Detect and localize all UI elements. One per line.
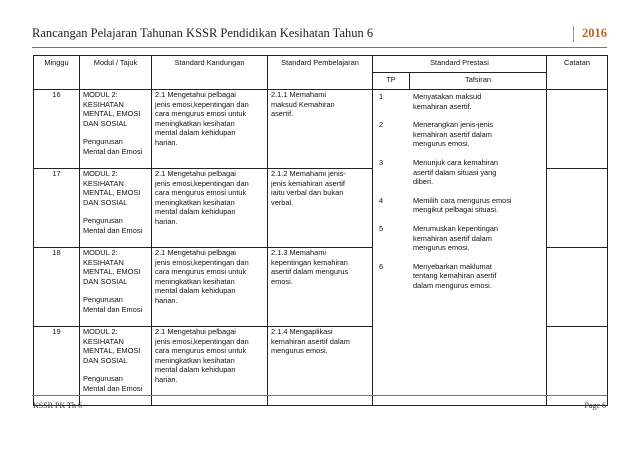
modul-line: MENTAL, EMOSI <box>83 188 141 198</box>
kandungan-line: harian. <box>155 216 178 226</box>
cell-modul <box>80 169 152 248</box>
cell-standard-prestasi <box>373 90 547 406</box>
cell-minggu: 18 <box>34 248 80 327</box>
page-number: Page 6 <box>584 401 606 410</box>
kandungan-line: mental dalam kehidupan <box>155 128 236 138</box>
kandungan-line: mental dalam kehidupan <box>155 365 236 375</box>
tajuk-line: Mental dan Emosi <box>83 225 143 235</box>
tafsiran-line: Merumuskan kepentingan <box>413 223 499 233</box>
kandungan-line: harian. <box>155 295 178 305</box>
kandungan-line: meningkatkan kesihatan <box>155 197 235 207</box>
spacer <box>83 286 148 295</box>
header-divider <box>32 47 607 48</box>
kandungan-line: 2.1 Mengetahui pelbagai <box>155 169 236 178</box>
cell-kandungan <box>152 248 268 327</box>
pembelajaran-line: 2.1.3 Memahami <box>271 248 327 257</box>
tafsiran-line: dalam mengurus emosi. <box>413 280 492 290</box>
kandungan-line: jenis emosi,kepentingan dan <box>155 257 249 267</box>
cell-minggu: 16 <box>34 90 80 169</box>
pembelajaran-line: asertif. <box>271 109 294 119</box>
tafsiran-text <box>413 158 543 187</box>
spacer <box>83 207 148 216</box>
col-header-tp: TP <box>373 73 410 90</box>
tajuk-line: Pengurusan <box>83 216 123 226</box>
modul-line: KESIHATAN <box>83 178 124 188</box>
pembelajaran-line: jenis kemahiran asertif <box>271 178 345 188</box>
pembelajaran-line: iaitu verbal dan bukan <box>271 188 344 198</box>
cell-catatan <box>547 248 608 327</box>
prestasi-item <box>376 158 543 187</box>
tajuk-line: Mental dan Emosi <box>83 146 143 156</box>
cell-modul <box>80 90 152 169</box>
lesson-plan-table <box>33 55 608 406</box>
cell-pembelajaran <box>268 327 373 406</box>
kandungan-line: 2.1 Mengetahui pelbagai <box>155 327 236 336</box>
kandungan-line: jenis emosi,kepentingan dan <box>155 178 249 188</box>
modul-line: MODUL 2: <box>83 327 118 336</box>
pembelajaran-line: mengurus emosi. <box>271 346 328 356</box>
col-header-pembelajaran: Standard Pembelajaran <box>268 56 373 90</box>
modul-line: MODUL 2: <box>83 248 118 257</box>
modul-line: KESIHATAN <box>83 99 124 109</box>
kandungan-line: jenis emosi,kepentingan dan <box>155 336 249 346</box>
pembelajaran-line: emosi. <box>271 276 293 286</box>
pembelajaran-line: kepentingan kemahiran <box>271 257 348 267</box>
footer-divider <box>32 395 607 396</box>
table-row <box>34 90 608 169</box>
modul-line: DAN SOSIAL <box>83 276 128 286</box>
tp-level: 5 <box>379 223 384 233</box>
col-header-minggu: Minggu <box>34 56 80 90</box>
kandungan-line: cara mengurus emosi untuk <box>155 267 247 277</box>
tajuk-line: Mental dan Emosi <box>83 383 143 393</box>
page-header <box>32 20 607 46</box>
cell-pembelajaran <box>268 248 373 327</box>
kandungan-line: jenis emosi,kepentingan dan <box>155 99 249 109</box>
tafsiran-line: kemahiran asertif dalam <box>413 129 492 139</box>
col-header-tafsiran: Tafsiran <box>410 73 547 90</box>
pembelajaran-line: maksud Kemahiran <box>271 99 335 109</box>
cell-modul <box>80 327 152 406</box>
modul-line: DAN SOSIAL <box>83 355 128 365</box>
modul-line: KESIHATAN <box>83 257 124 267</box>
footer-label: KSSR PK Th 6 <box>33 401 82 410</box>
tafsiran-text <box>413 120 543 149</box>
tajuk-line: Mental dan Emosi <box>83 304 143 314</box>
col-header-modul: Modul / Tajuk <box>80 56 152 90</box>
modul-line: DAN SOSIAL <box>83 197 128 207</box>
prestasi-item <box>376 262 543 291</box>
tajuk-line: Pengurusan <box>83 137 123 147</box>
tp-level: 4 <box>379 195 384 205</box>
kandungan-line: 2.1 Mengetahui pelbagai <box>155 90 236 99</box>
document-title: Rancangan Pelajaran Tahunan KSSR Pendidikan Kesihatan Tahun 6 <box>32 26 374 40</box>
tafsiran-text <box>413 224 543 253</box>
pembelajaran-line: asertif dalam mengurus <box>271 267 349 277</box>
document-year: 2016 <box>573 26 607 42</box>
modul-line: MENTAL, EMOSI <box>83 267 141 277</box>
tafsiran-line: Menerangkan jenis-jenis <box>413 120 494 130</box>
kandungan-line: mental dalam kehidupan <box>155 207 236 217</box>
col-header-prestasi: Standard Prestasi <box>373 56 547 73</box>
prestasi-item <box>376 224 543 253</box>
kandungan-line: meningkatkan kesihatan <box>155 276 235 286</box>
tafsiran-line: Menyebarkan maklumat <box>413 261 492 271</box>
kandungan-line: cara mengurus emosi untuk <box>155 109 247 119</box>
tajuk-line: Pengurusan <box>83 295 123 305</box>
modul-line: DAN SOSIAL <box>83 118 128 128</box>
modul-line: KESIHATAN <box>83 336 124 346</box>
tp-level: 6 <box>379 261 384 271</box>
tafsiran-line: mengurus emosi. <box>413 243 470 253</box>
kandungan-line: 2.1 Mengetahui pelbagai <box>155 248 236 257</box>
kandungan-line: meningkatkan kesihatan <box>155 118 235 128</box>
tafsiran-line: kemahiran asertif dalam <box>413 233 492 243</box>
cell-catatan <box>547 327 608 406</box>
tafsiran-line: Menyatakan maksud <box>413 92 482 101</box>
cell-pembelajaran <box>268 169 373 248</box>
kandungan-line: cara mengurus emosi untuk <box>155 346 247 356</box>
kandungan-line: meningkatkan kesihatan <box>155 355 235 365</box>
cell-kandungan <box>152 90 268 169</box>
tafsiran-line: tentang kemahiran asertif <box>413 271 497 281</box>
kandungan-line: cara mengurus emosi untuk <box>155 188 247 198</box>
kandungan-line: harian. <box>155 137 178 147</box>
tafsiran-line: mengikut pelbagai situasi. <box>413 205 499 215</box>
prestasi-item <box>376 92 543 111</box>
cell-pembelajaran <box>268 90 373 169</box>
modul-line: MODUL 2: <box>83 90 118 99</box>
cell-minggu: 19 <box>34 327 80 406</box>
tafsiran-line: Menunjuk cara kemahiran <box>413 157 499 167</box>
tafsiran-line: diberi. <box>413 177 434 187</box>
modul-line: MODUL 2: <box>83 169 118 178</box>
spacer <box>83 365 148 374</box>
tafsiran-text <box>413 92 543 111</box>
pembelajaran-line: kemahiran asertif dalam <box>271 336 350 346</box>
pembelajaran-line: 2.1.2 Memahami jenis- <box>271 169 346 178</box>
kandungan-line: harian. <box>155 374 178 384</box>
pembelajaran-line: 2.1.4 Mengaplikasi <box>271 327 333 336</box>
tp-level: 2 <box>379 120 384 130</box>
tafsiran-line: kemahiran asertif. <box>413 101 472 111</box>
col-header-catatan: Catatan <box>547 56 608 90</box>
cell-modul <box>80 248 152 327</box>
tp-level: 1 <box>379 92 384 101</box>
cell-kandungan <box>152 327 268 406</box>
pembelajaran-line: 2.1.1 Memahami <box>271 90 327 99</box>
tafsiran-text <box>413 196 543 215</box>
tajuk-line: Pengurusan <box>83 374 123 384</box>
cell-catatan <box>547 169 608 248</box>
prestasi-item <box>376 196 543 215</box>
spacer <box>83 128 148 137</box>
tp-level: 3 <box>379 157 384 167</box>
cell-minggu: 17 <box>34 169 80 248</box>
table-header-row <box>34 56 608 73</box>
tafsiran-text <box>413 262 543 291</box>
modul-line: MENTAL, EMOSI <box>83 346 141 356</box>
cell-catatan <box>547 90 608 169</box>
cell-kandungan <box>152 169 268 248</box>
tafsiran-line: asertif dalam situasi yang <box>413 167 497 177</box>
tafsiran-line: mengurus emosi. <box>413 139 470 149</box>
modul-line: MENTAL, EMOSI <box>83 109 141 119</box>
col-header-kandungan: Standard Kandungan <box>152 56 268 90</box>
tafsiran-line: Memilih cara mengurus emosi <box>413 195 512 205</box>
prestasi-item <box>376 120 543 149</box>
pembelajaran-line: verbal. <box>271 197 294 207</box>
kandungan-line: mental dalam kehidupan <box>155 286 236 296</box>
prestasi-list <box>376 90 543 291</box>
